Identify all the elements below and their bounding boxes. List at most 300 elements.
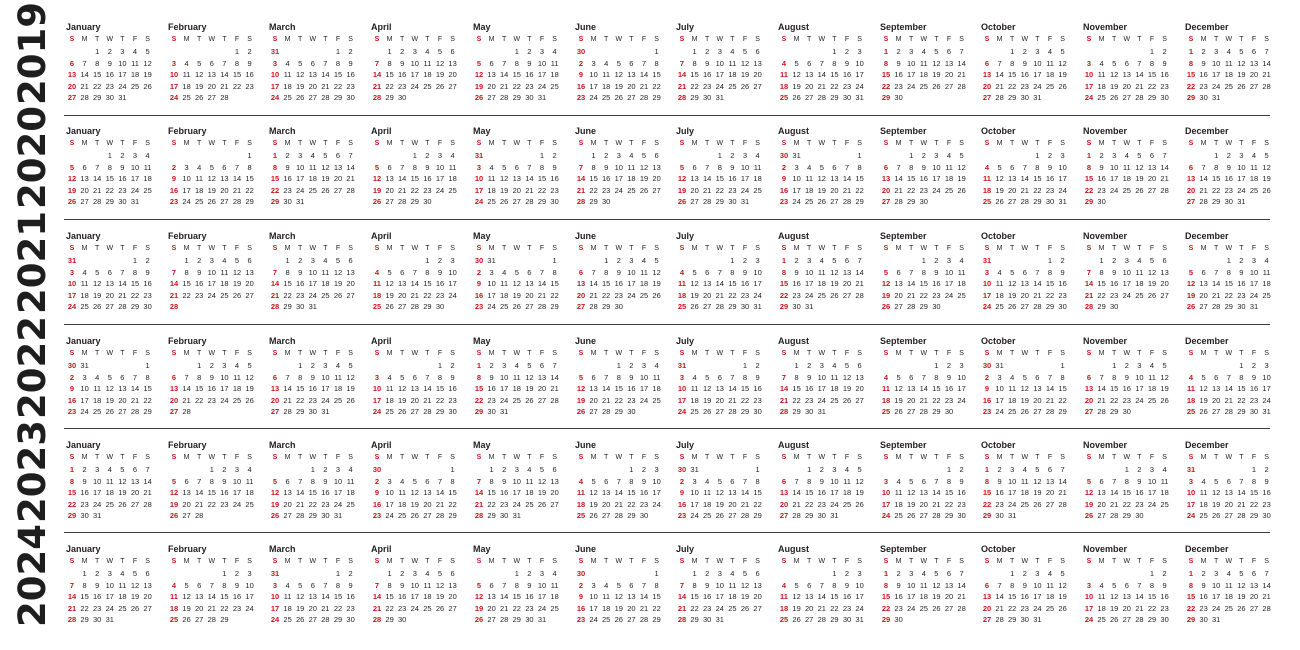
calendar-day[interactable]: 5: [272, 476, 278, 486]
calendar-day[interactable]: 26: [576, 407, 586, 417]
calendar-day[interactable]: 16: [576, 603, 586, 613]
calendar-day[interactable]: 2: [1022, 569, 1027, 578]
calendar-day[interactable]: 13: [855, 372, 864, 382]
calendar-day[interactable]: 8: [387, 58, 392, 68]
calendar-day[interactable]: 28: [1199, 197, 1208, 207]
calendar-day[interactable]: 3: [234, 465, 240, 474]
calendar-day[interactable]: 18: [525, 488, 534, 498]
calendar-day[interactable]: 28: [715, 302, 724, 312]
calendar-day[interactable]: 9: [400, 580, 405, 590]
calendar-day[interactable]: 25: [385, 407, 394, 417]
calendar-day[interactable]: 19: [1020, 395, 1029, 405]
calendar-day[interactable]: 20: [753, 592, 762, 602]
calendar-day[interactable]: 4: [450, 151, 455, 160]
calendar-day[interactable]: 20: [1033, 395, 1042, 405]
calendar-day[interactable]: 25: [93, 407, 102, 417]
calendar-day[interactable]: 10: [93, 476, 102, 486]
calendar-day[interactable]: 11: [373, 279, 381, 289]
calendar-day[interactable]: 22: [652, 603, 661, 613]
calendar-day[interactable]: 5: [857, 465, 862, 474]
calendar-day[interactable]: 17: [435, 174, 445, 184]
calendar-day[interactable]: 2: [95, 569, 100, 578]
calendar-day[interactable]: 2: [552, 151, 557, 160]
calendar-day[interactable]: 28: [435, 511, 445, 521]
calendar-day[interactable]: 16: [105, 70, 114, 80]
calendar-day[interactable]: 30: [1020, 93, 1029, 103]
calendar-day[interactable]: 14: [207, 592, 216, 602]
calendar-day[interactable]: 1: [335, 569, 341, 578]
calendar-day[interactable]: 5: [679, 162, 685, 172]
calendar-day[interactable]: 2: [400, 47, 405, 56]
calendar-day[interactable]: 20: [779, 499, 789, 509]
calendar-day[interactable]: 13: [245, 267, 254, 277]
calendar-day[interactable]: 15: [805, 488, 814, 498]
calendar-day[interactable]: 2: [781, 162, 787, 172]
calendar-day[interactable]: 18: [639, 279, 649, 289]
calendar-day[interactable]: 28: [207, 615, 216, 625]
calendar-day[interactable]: 10: [1249, 267, 1259, 277]
calendar-day[interactable]: 25: [1097, 93, 1106, 103]
calendar-day[interactable]: 28: [957, 81, 966, 91]
calendar-day[interactable]: 23: [1199, 603, 1208, 613]
calendar-day[interactable]: 2: [1047, 151, 1053, 160]
calendar-day[interactable]: 23: [740, 290, 750, 300]
calendar-day[interactable]: 20: [1045, 488, 1055, 498]
calendar-day[interactable]: 9: [1162, 580, 1167, 590]
calendar-day[interactable]: 1: [514, 569, 519, 578]
calendar-day[interactable]: 8: [832, 58, 837, 68]
calendar-day[interactable]: 1: [1010, 47, 1015, 56]
calendar-day[interactable]: 25: [995, 302, 1004, 312]
calendar-day[interactable]: 18: [182, 81, 191, 91]
calendar-day[interactable]: 23: [842, 81, 852, 91]
calendar-day[interactable]: 20: [537, 384, 547, 394]
calendar-day[interactable]: 8: [807, 476, 812, 486]
calendar-day[interactable]: 21: [1097, 395, 1106, 405]
calendar-day[interactable]: 23: [614, 290, 623, 300]
calendar-day[interactable]: 3: [679, 372, 685, 382]
calendar-day[interactable]: 3: [1060, 151, 1065, 160]
calendar-day[interactable]: 7: [1047, 372, 1053, 382]
calendar-day[interactable]: 23: [1110, 290, 1119, 300]
calendar-day[interactable]: 20: [855, 384, 864, 394]
calendar-day[interactable]: 6: [654, 151, 659, 160]
calendar-day[interactable]: 28: [589, 302, 598, 312]
calendar-day[interactable]: 23: [728, 185, 737, 195]
calendar-day[interactable]: 24: [410, 603, 419, 613]
calendar-day[interactable]: 8: [909, 162, 914, 172]
calendar-day[interactable]: 16: [346, 70, 355, 80]
calendar-day[interactable]: 19: [169, 499, 179, 509]
calendar-day[interactable]: 5: [197, 58, 202, 68]
calendar-day[interactable]: 21: [93, 185, 102, 195]
calendar-day[interactable]: 22: [1008, 603, 1017, 613]
calendar-day[interactable]: 27: [982, 615, 992, 625]
calendar-day[interactable]: 10: [1033, 58, 1042, 68]
calendar-day[interactable]: 3: [323, 361, 328, 370]
calendar-day[interactable]: 23: [805, 395, 814, 405]
calendar-day[interactable]: 2: [934, 256, 939, 265]
calendar-day[interactable]: 31: [296, 197, 305, 207]
calendar-day[interactable]: 9: [527, 580, 532, 590]
calendar-day[interactable]: 10: [805, 267, 814, 277]
calendar-day[interactable]: 14: [995, 70, 1004, 80]
calendar-day[interactable]: 26: [1160, 395, 1169, 405]
calendar-day[interactable]: 27: [1249, 603, 1259, 613]
calendar-day[interactable]: 12: [333, 267, 343, 277]
calendar-day[interactable]: 16: [1122, 384, 1131, 394]
calendar-day[interactable]: 27: [385, 197, 394, 207]
calendar-day[interactable]: 14: [346, 162, 355, 172]
calendar-day[interactable]: 18: [220, 279, 229, 289]
calendar-day[interactable]: 7: [679, 580, 685, 590]
calendar-day[interactable]: 15: [283, 279, 292, 289]
calendar-day[interactable]: 14: [93, 174, 102, 184]
calendar-day[interactable]: 9: [476, 279, 482, 289]
calendar-day[interactable]: 7: [184, 372, 189, 382]
calendar-day[interactable]: 26: [932, 603, 941, 613]
calendar-day[interactable]: 17: [944, 279, 954, 289]
calendar-day[interactable]: 15: [1008, 70, 1017, 80]
calendar-day[interactable]: 6: [857, 361, 862, 370]
calendar-day[interactable]: 4: [807, 162, 812, 172]
calendar-day[interactable]: 17: [740, 174, 750, 184]
calendar-day[interactable]: 27: [919, 511, 928, 521]
calendar-day[interactable]: 10: [1058, 162, 1067, 172]
calendar-day[interactable]: 5: [959, 151, 964, 160]
calendar-day[interactable]: 16: [448, 384, 457, 394]
calendar-day[interactable]: 17: [677, 395, 687, 405]
calendar-day[interactable]: 22: [779, 290, 789, 300]
calendar-day[interactable]: 23: [1160, 603, 1169, 613]
calendar-day[interactable]: 29: [805, 511, 814, 521]
calendar-day[interactable]: 10: [855, 580, 864, 590]
calendar-day[interactable]: 28: [907, 302, 916, 312]
calendar-day[interactable]: 28: [232, 197, 242, 207]
calendar-day[interactable]: 30: [919, 197, 928, 207]
calendar-day[interactable]: 26: [105, 407, 114, 417]
calendar-day[interactable]: 15: [779, 279, 789, 289]
calendar-day[interactable]: 2: [1201, 569, 1206, 578]
calendar-day[interactable]: 17: [270, 81, 280, 91]
calendar-day[interactable]: 1: [755, 465, 760, 474]
calendar-day[interactable]: 31: [512, 511, 521, 521]
calendar-day[interactable]: 22: [130, 290, 140, 300]
calendar-day[interactable]: 19: [435, 70, 445, 80]
calendar-day[interactable]: 16: [550, 174, 559, 184]
calendar-day[interactable]: 28: [602, 407, 611, 417]
calendar-day[interactable]: 18: [385, 395, 394, 405]
calendar-day[interactable]: 23: [525, 81, 534, 91]
calendar-day[interactable]: 26: [169, 511, 179, 521]
calendar-day[interactable]: 27: [753, 603, 762, 613]
calendar-day[interactable]: 5: [705, 372, 710, 382]
calendar-day[interactable]: 8: [883, 58, 889, 68]
calendar-day[interactable]: 28: [500, 93, 509, 103]
calendar-day[interactable]: 8: [184, 267, 189, 277]
calendar-day[interactable]: 25: [944, 185, 954, 195]
calendar-day[interactable]: 8: [234, 58, 240, 68]
calendar-day[interactable]: 31: [995, 361, 1004, 370]
calendar-day[interactable]: 7: [95, 162, 100, 172]
calendar-day[interactable]: 25: [232, 395, 242, 405]
calendar-day[interactable]: 10: [881, 488, 891, 498]
calendar-day[interactable]: 24: [1262, 395, 1271, 405]
calendar-day[interactable]: 21: [346, 174, 355, 184]
calendar-day[interactable]: 17: [182, 185, 191, 195]
calendar-day[interactable]: 24: [220, 395, 229, 405]
calendar-day[interactable]: 19: [1186, 290, 1196, 300]
calendar-day[interactable]: 1: [934, 361, 939, 370]
calendar-day[interactable]: 17: [1058, 174, 1067, 184]
calendar-day[interactable]: 13: [130, 476, 140, 486]
calendar-day[interactable]: 16: [435, 279, 445, 289]
calendar-day[interactable]: 24: [512, 499, 521, 509]
calendar-day[interactable]: 18: [944, 174, 954, 184]
calendar-day[interactable]: 3: [692, 476, 697, 486]
calendar-day[interactable]: 1: [1149, 569, 1155, 578]
calendar-day[interactable]: 29: [67, 511, 77, 521]
calendar-day[interactable]: 4: [819, 256, 824, 265]
calendar-day[interactable]: 23: [423, 185, 432, 195]
calendar-day[interactable]: 1: [539, 151, 545, 160]
calendar-day[interactable]: 22: [143, 395, 152, 405]
calendar-day[interactable]: 16: [474, 290, 484, 300]
calendar-day[interactable]: 7: [1214, 267, 1219, 277]
calendar-day[interactable]: 3: [222, 361, 227, 370]
calendar-day[interactable]: 13: [537, 372, 547, 382]
calendar-day[interactable]: 14: [1058, 476, 1067, 486]
calendar-day[interactable]: 21: [1224, 395, 1233, 405]
calendar-day[interactable]: 20: [1199, 290, 1208, 300]
calendar-day[interactable]: 26: [1135, 185, 1144, 195]
calendar-day[interactable]: 17: [1084, 603, 1094, 613]
calendar-day[interactable]: 26: [270, 511, 280, 521]
calendar-day[interactable]: 22: [245, 185, 254, 195]
calendar-day[interactable]: 19: [410, 499, 419, 509]
calendar-day[interactable]: 11: [919, 580, 928, 590]
calendar-day[interactable]: 2: [578, 580, 584, 590]
calendar-day[interactable]: 12: [1212, 488, 1221, 498]
calendar-day[interactable]: 16: [1199, 592, 1208, 602]
calendar-day[interactable]: 12: [500, 174, 509, 184]
calendar-day[interactable]: 6: [1214, 372, 1219, 382]
calendar-day[interactable]: 14: [576, 174, 586, 184]
calendar-day[interactable]: 5: [997, 162, 1002, 172]
calendar-day[interactable]: 20: [919, 499, 928, 509]
calendar-day[interactable]: 26: [1058, 81, 1067, 91]
calendar-day[interactable]: 9: [120, 162, 125, 172]
calendar-day[interactable]: 30: [817, 511, 826, 521]
calendar-day[interactable]: 21: [1033, 290, 1042, 300]
calendar-day[interactable]: 26: [410, 511, 419, 521]
calendar-day[interactable]: 29: [537, 197, 547, 207]
calendar-day[interactable]: 20: [1008, 185, 1017, 195]
calendar-day[interactable]: 16: [372, 499, 382, 509]
calendar-day[interactable]: 5: [641, 151, 647, 160]
calendar-day[interactable]: 29: [93, 93, 102, 103]
calendar-day[interactable]: 23: [372, 511, 382, 521]
calendar-day[interactable]: 15: [232, 70, 242, 80]
calendar-day[interactable]: 12: [1110, 70, 1119, 80]
calendar-day[interactable]: 4: [107, 465, 112, 474]
calendar-day[interactable]: 15: [270, 174, 280, 184]
calendar-day[interactable]: 24: [639, 395, 649, 405]
calendar-day[interactable]: 31: [1249, 302, 1259, 312]
calendar-day[interactable]: 11: [182, 70, 191, 80]
calendar-day[interactable]: 4: [374, 267, 380, 277]
calendar-day[interactable]: 1: [832, 569, 837, 578]
calendar-day[interactable]: 4: [234, 361, 240, 370]
calendar-day[interactable]: 13: [830, 174, 839, 184]
calendar-day[interactable]: 20: [143, 592, 152, 602]
calendar-day[interactable]: 27: [448, 603, 457, 613]
calendar-day[interactable]: 10: [537, 580, 547, 590]
calendar-day[interactable]: 19: [118, 488, 127, 498]
calendar-day[interactable]: 21: [715, 290, 724, 300]
calendar-day[interactable]: 1: [883, 569, 889, 578]
calendar-day[interactable]: 21: [525, 185, 534, 195]
calendar-day[interactable]: 7: [921, 372, 926, 382]
calendar-day[interactable]: 23: [1020, 81, 1029, 91]
calendar-day[interactable]: 25: [333, 395, 343, 405]
calendar-day[interactable]: 5: [794, 580, 799, 590]
calendar-day[interactable]: 30: [1058, 302, 1067, 312]
calendar-day[interactable]: 7: [959, 47, 964, 56]
calendar-day[interactable]: 14: [550, 372, 559, 382]
calendar-day[interactable]: 29: [512, 615, 521, 625]
calendar-day[interactable]: 20: [525, 290, 534, 300]
calendar-day[interactable]: 23: [169, 197, 179, 207]
calendar-day[interactable]: 18: [1122, 174, 1131, 184]
calendar-day[interactable]: 4: [502, 267, 507, 277]
calendar-day[interactable]: 8: [883, 580, 889, 590]
calendar-day[interactable]: 8: [1239, 372, 1244, 382]
calendar-day[interactable]: 9: [946, 372, 952, 382]
calendar-day[interactable]: 1: [946, 465, 952, 474]
calendar-day[interactable]: 13: [982, 592, 992, 602]
calendar-day[interactable]: 16: [1199, 70, 1208, 80]
calendar-day[interactable]: 29: [690, 93, 699, 103]
calendar-day[interactable]: 20: [652, 174, 661, 184]
calendar-day[interactable]: 24: [855, 603, 864, 613]
calendar-day[interactable]: 4: [1264, 256, 1269, 265]
calendar-day[interactable]: 22: [753, 499, 762, 509]
calendar-day[interactable]: 22: [283, 290, 292, 300]
calendar-day[interactable]: 28: [1045, 407, 1055, 417]
calendar-day[interactable]: 1: [310, 465, 315, 474]
calendar-day[interactable]: 5: [323, 151, 328, 160]
calendar-day[interactable]: 25: [842, 499, 852, 509]
calendar-day[interactable]: 12: [740, 58, 750, 68]
calendar-day[interactable]: 27: [1122, 93, 1131, 103]
calendar-day[interactable]: 9: [400, 58, 405, 68]
calendar-day[interactable]: 13: [779, 488, 789, 498]
calendar-day[interactable]: 17: [169, 81, 179, 91]
calendar-day[interactable]: 21: [232, 185, 242, 195]
calendar-day[interactable]: 8: [335, 580, 341, 590]
calendar-day[interactable]: 15: [207, 488, 216, 498]
calendar-day[interactable]: 15: [792, 384, 801, 394]
calendar-day[interactable]: 11: [448, 162, 457, 172]
calendar-day[interactable]: 26: [207, 197, 216, 207]
calendar-day[interactable]: 19: [677, 185, 687, 195]
calendar-day[interactable]: 22: [830, 81, 839, 91]
calendar-day[interactable]: 21: [195, 499, 204, 509]
calendar-day[interactable]: 2: [527, 47, 532, 56]
calendar-day[interactable]: 18: [881, 395, 891, 405]
calendar-day[interactable]: 10: [512, 476, 521, 486]
calendar-day[interactable]: 30: [894, 93, 903, 103]
calendar-day[interactable]: 25: [283, 615, 292, 625]
calendar-day[interactable]: 5: [1239, 47, 1244, 56]
calendar-day[interactable]: 20: [627, 603, 636, 613]
calendar-day[interactable]: 20: [1224, 499, 1233, 509]
calendar-day[interactable]: 30: [308, 407, 317, 417]
calendar-day[interactable]: 11: [283, 592, 292, 602]
calendar-day[interactable]: 8: [946, 476, 952, 486]
calendar-day[interactable]: 24: [1147, 499, 1157, 509]
calendar-day[interactable]: 9: [819, 476, 824, 486]
calendar-day[interactable]: 11: [105, 476, 114, 486]
calendar-day[interactable]: 6: [629, 580, 634, 590]
calendar-day[interactable]: 22: [589, 185, 598, 195]
calendar-day[interactable]: 18: [93, 395, 102, 405]
calendar-day[interactable]: 5: [1112, 580, 1117, 590]
calendar-day[interactable]: 3: [1010, 465, 1015, 474]
calendar-day[interactable]: 23: [500, 499, 509, 509]
calendar-day[interactable]: 8: [832, 580, 837, 590]
calendar-day[interactable]: 22: [537, 185, 547, 195]
calendar-day[interactable]: 6: [1124, 58, 1129, 68]
calendar-day[interactable]: 12: [67, 174, 77, 184]
calendar-day[interactable]: 7: [502, 58, 507, 68]
calendar-day[interactable]: 23: [296, 290, 305, 300]
calendar-day[interactable]: 9: [209, 372, 214, 382]
calendar-day[interactable]: 1: [489, 465, 494, 474]
calendar-day[interactable]: 29: [385, 615, 394, 625]
calendar-day[interactable]: 4: [679, 267, 685, 277]
calendar-day[interactable]: 26: [740, 603, 750, 613]
calendar-day[interactable]: 21: [118, 290, 127, 300]
calendar-day[interactable]: 15: [1122, 488, 1131, 498]
calendar-day[interactable]: 15: [1237, 384, 1246, 394]
calendar-day[interactable]: 18: [500, 290, 509, 300]
calendar-day[interactable]: 13: [448, 58, 457, 68]
calendar-day[interactable]: 18: [1020, 488, 1029, 498]
calendar-day[interactable]: 19: [537, 488, 547, 498]
calendar-day[interactable]: 15: [67, 488, 77, 498]
calendar-day[interactable]: 17: [1262, 384, 1271, 394]
calendar-day[interactable]: 9: [1047, 162, 1053, 172]
calendar-day[interactable]: 23: [894, 81, 903, 91]
calendar-day[interactable]: 28: [283, 407, 292, 417]
calendar-day[interactable]: 4: [984, 162, 990, 172]
calendar-day[interactable]: 6: [832, 162, 837, 172]
calendar-day[interactable]: 9: [742, 267, 748, 277]
calendar-day[interactable]: 14: [537, 279, 547, 289]
calendar-day[interactable]: 14: [296, 488, 305, 498]
calendar-day[interactable]: 24: [753, 290, 762, 300]
calendar-day[interactable]: 13: [1186, 174, 1196, 184]
calendar-day[interactable]: 17: [1033, 592, 1042, 602]
calendar-day[interactable]: 29: [1147, 615, 1157, 625]
calendar-day[interactable]: 27: [881, 197, 891, 207]
calendar-day[interactable]: 27: [182, 511, 191, 521]
calendar-day[interactable]: 13: [1122, 70, 1131, 80]
calendar-day[interactable]: 19: [296, 603, 305, 613]
calendar-day[interactable]: 13: [1147, 162, 1157, 172]
